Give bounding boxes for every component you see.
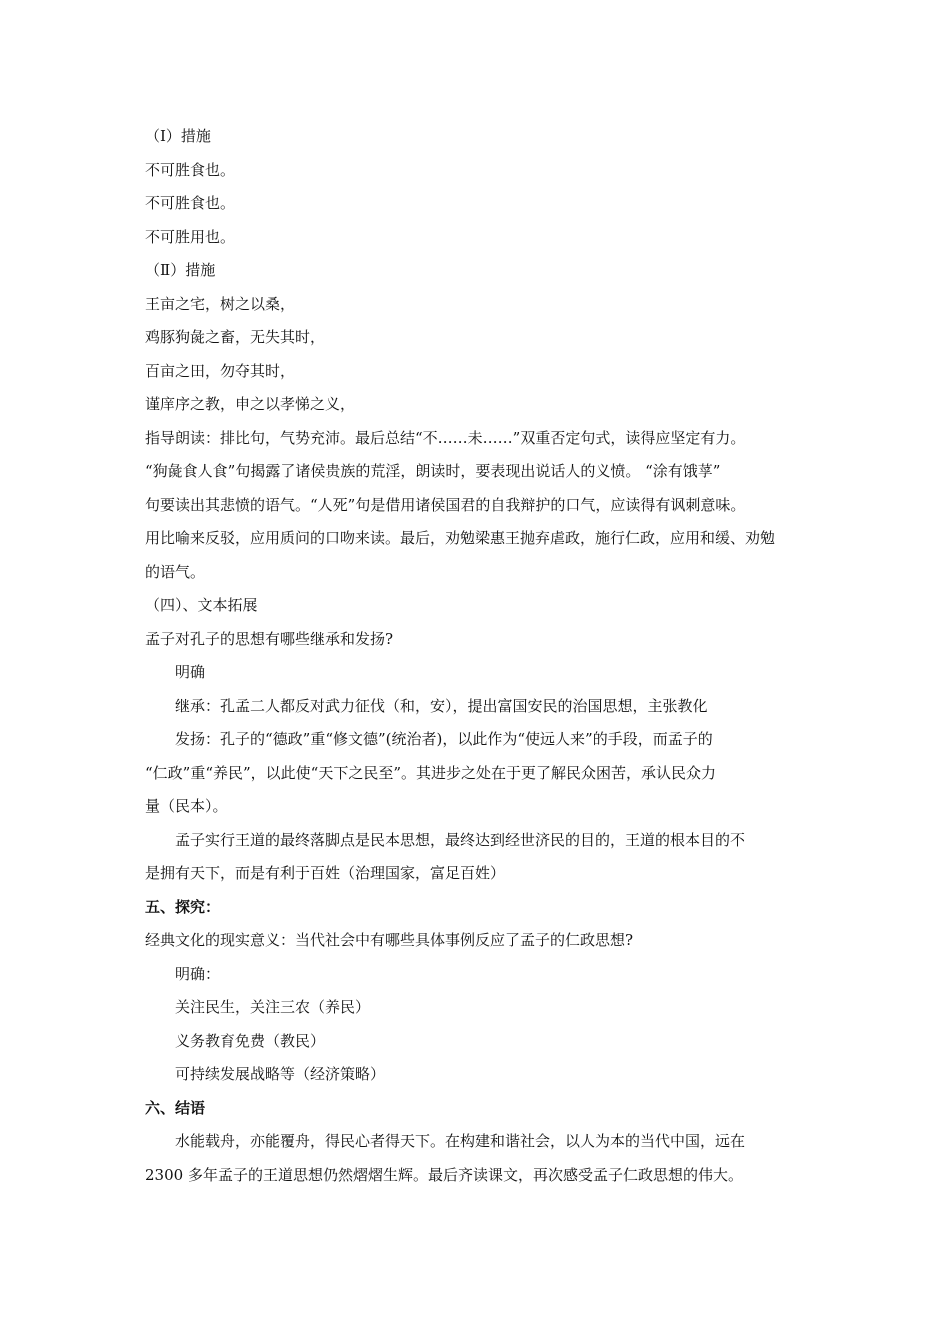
section5-item: 关注民生，关注三农（养民） bbox=[175, 998, 371, 1016]
guidance-line: 句要读出其悲愤的语气。“人死”句是借用诸侯国君的自我辩护的口气，应读得有讽刺意味。 bbox=[145, 495, 746, 514]
section6-line: 水能载舟，亦能覆舟，得民心者得天下。在构建和谐社会，以人为本的当代中国，远在 bbox=[175, 1132, 746, 1150]
section4-inherit: 继承：孔孟二人都反对武力征伐（和，安），提出富国安民的治国思想，主张教化 bbox=[175, 696, 708, 715]
document-body bbox=[145, 124, 835, 1196]
section5-item: 可持续发展战略等（经济策略） bbox=[175, 1065, 386, 1083]
section6-line: 2300 多年孟子的王道思想仍然熠熠生辉。最后齐读课文，再次感受孟子仁政思想的伟大。 bbox=[145, 1165, 743, 1184]
section1-title: （Ⅰ）措施 bbox=[145, 127, 211, 145]
guidance-line: 的语气。 bbox=[145, 562, 206, 581]
guidance-line: 指导朗读：排比句，气势充沛。最后总结“不……未……”双重否定句式，读得应坚定有力。 bbox=[145, 428, 746, 447]
section4-answer-label: 明确 bbox=[175, 663, 206, 681]
section2-title: （Ⅱ）措施 bbox=[145, 261, 216, 279]
section4-conclusion-line: 是拥有天下，而是有利于百姓（治理国家，富足百姓） bbox=[145, 864, 506, 882]
section6-title: 六、结语 bbox=[145, 1098, 206, 1117]
section2-line: 百亩之田，勿夺其时， bbox=[145, 361, 296, 380]
section2-line: 王亩之宅，树之以桑， bbox=[145, 294, 296, 313]
section4-develop-line: 量（民本）。 bbox=[145, 797, 228, 815]
section2-line: 鸡豚狗彘之畜，无失其时， bbox=[145, 328, 326, 346]
section2-line: 谨庠序之教，申之以孝悌之义， bbox=[145, 395, 356, 413]
guidance-line: 用比喻来反驳，应用质问的口吻来读。最后，劝勉梁惠王抛弃虐政，施行仁政，应用和缓、劝勉 bbox=[145, 529, 776, 547]
section4-conclusion-line: 孟子实行王道的最终落脚点是民本思想，最终达到经世济民的目的，王道的根本目的不 bbox=[175, 830, 746, 849]
section5-title: 五、探究： bbox=[145, 897, 221, 916]
section4-develop-line: “仁政”重“养民”，以此使“天下之民至”。其进步之处在于更了解民众困苦，承认民众力 bbox=[145, 763, 717, 782]
section5-answer-label: 明确： bbox=[175, 964, 221, 983]
section4-develop-line: 发扬：孔子的“德政”重“修文德”(统治者)，以此作为“使远人来”的手段，而孟子的 bbox=[175, 730, 713, 748]
section5-item: 义务教育免费（教民） bbox=[175, 1031, 326, 1050]
section4-question: 孟子对孔子的思想有哪些继承和发扬? bbox=[145, 629, 394, 648]
section5-question: 经典文化的现实意义：当代社会中有哪些具体事例反应了孟子的仁政思想? bbox=[145, 931, 634, 949]
section1-line: 不可胜食也。 bbox=[145, 160, 236, 179]
section1-line: 不可胜用也。 bbox=[145, 227, 236, 246]
section4-title: （四）、文本拓展 bbox=[145, 596, 258, 614]
guidance-line: “狗彘食人食”句揭露了诸侯贵族的荒淫，朗读时，要表现出说话人的义愤。 “涂有饿莩” bbox=[145, 462, 721, 480]
section1-line: 不可胜食也。 bbox=[145, 194, 236, 212]
